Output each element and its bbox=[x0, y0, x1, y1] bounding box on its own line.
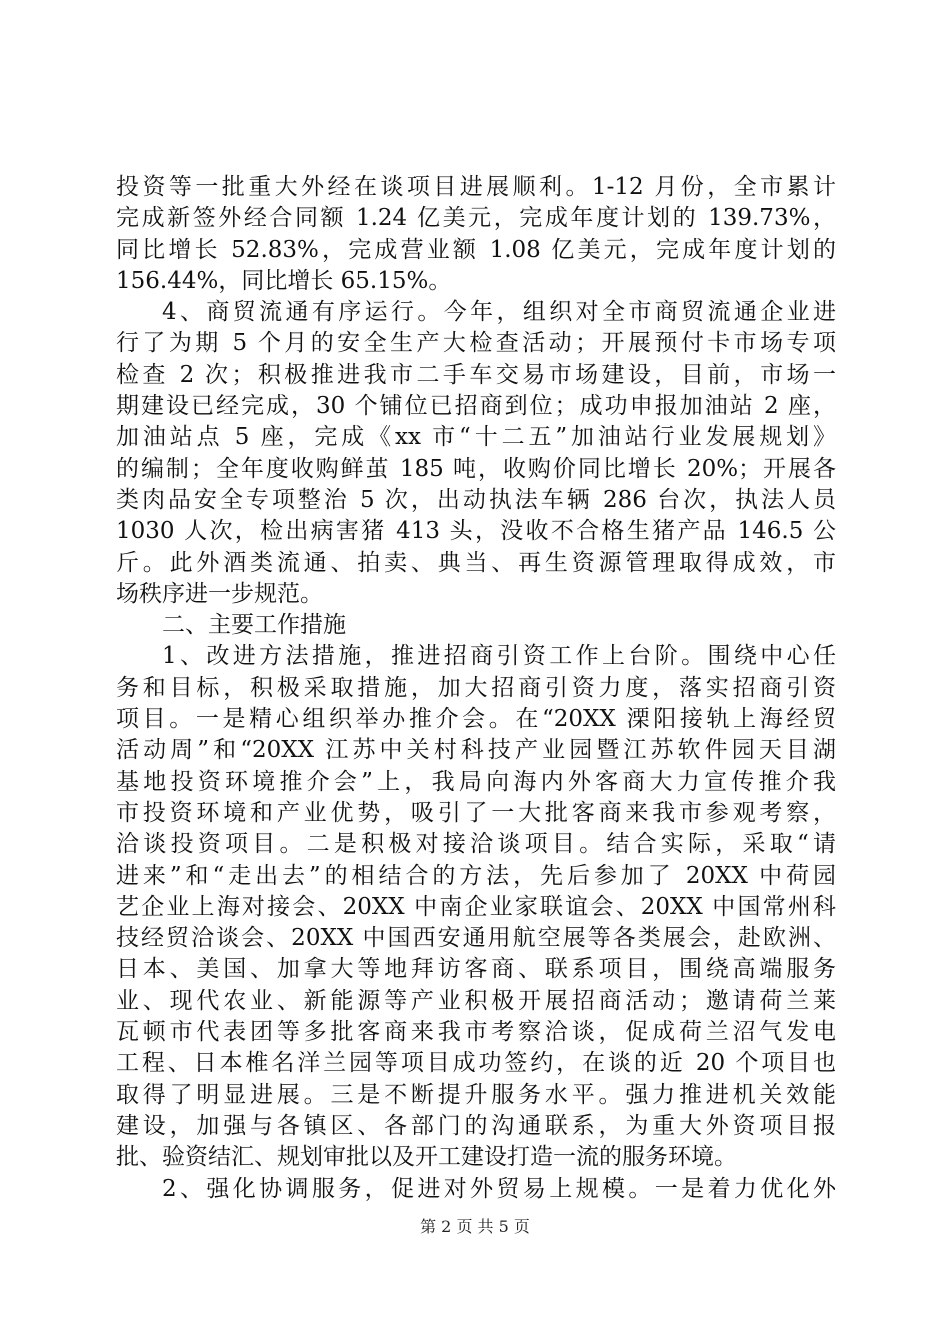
text-line: 活动周”和“20XX 江苏中关村科技产业园暨江苏软件园天目湖 bbox=[116, 737, 836, 764]
text-line: 完成新签外经合同额 1.24 亿美元，完成年度计划的 139.73%， bbox=[116, 205, 836, 232]
text-line: 加油站点 5 座，完成《xx 市“十二五”加油站行业发展规划》 bbox=[116, 424, 836, 451]
text-line: 2、强化协调服务，促进对外贸易上规模。一是着力优化外 bbox=[162, 1175, 836, 1202]
text-line: 基地投资环境推介会”上，我局向海内外客商大力宣传推介我 bbox=[116, 768, 836, 795]
text-line: 场秩序进一步规范。 bbox=[116, 580, 323, 607]
text-line: 行了为期 5 个月的安全生产大检查活动；开展预付卡市场专项 bbox=[116, 330, 836, 357]
page-footer: 第 2 页 共 5 页 bbox=[420, 1217, 530, 1236]
text-line: 建设，加强与各镇区、各部门的沟通联系，为重大外资项目报 bbox=[116, 1112, 836, 1139]
text-line: 洽谈投资项目。二是积极对接洽谈项目。结合实际，采取“请 bbox=[116, 831, 836, 858]
text-line: 技经贸洽谈会、20XX 中国西安通用航空展等各类展会，赴欧洲、 bbox=[116, 925, 836, 952]
text-line: 4、商贸流通有序运行。今年，组织对全市商贸流通企业进 bbox=[162, 299, 836, 326]
text-line: 批、验资结汇、规划审批以及开工建设打造一流的服务环境。 bbox=[116, 1144, 737, 1171]
text-line: 1030 人次，检出病害猪 413 头，没收不合格生猪产品 146.5 公 bbox=[116, 518, 836, 545]
text-line: 期建设已经完成，30 个铺位已招商到位；成功申报加油站 2 座， bbox=[116, 393, 836, 420]
document-body bbox=[116, 172, 836, 1205]
text-line: 项目。一是精心组织举办推介会。在“20XX 溧阳接轨上海经贸 bbox=[116, 706, 836, 733]
text-line: 日本、美国、加拿大等地拜访客商、联系项目，围绕高端服务 bbox=[116, 956, 836, 983]
text-line: 1、改进方法措施，推进招商引资工作上台阶。围绕中心任 bbox=[162, 643, 836, 670]
text-line: 二、主要工作措施 bbox=[162, 612, 346, 639]
text-line: 务和目标，积极采取措施，加大招商引资力度，落实招商引资 bbox=[116, 674, 836, 701]
text-line: 市投资环境和产业优势，吸引了一大批客商来我市参观考察， bbox=[116, 799, 836, 826]
text-line: 工程、日本椎名洋兰园等项目成功签约，在谈的近 20 个项目也 bbox=[116, 1050, 836, 1077]
text-line: 斤。此外酒类流通、拍卖、典当、再生资源管理取得成效，市 bbox=[116, 549, 836, 576]
text-line: 类肉品安全专项整治 5 次，出动执法车辆 286 台次，执法人员 bbox=[116, 486, 836, 513]
text-line: 投资等一批重大外经在谈项目进展顺利。1-12 月份，全市累计 bbox=[116, 174, 836, 200]
text-line: 瓦顿市代表团等多批客商来我市考察洽谈，促成荷兰沼气发电 bbox=[116, 1019, 836, 1046]
text-line: 检查 2 次；积极推进我市二手车交易市场建设，目前，市场一 bbox=[116, 361, 836, 388]
text-line: 的编制；全年度收购鲜茧 185 吨，收购价同比增长 20%；开展各 bbox=[116, 455, 836, 482]
text-line: 取得了明显进展。三是不断提升服务水平。强力推进机关效能 bbox=[116, 1081, 836, 1108]
text-line: 业、现代农业、新能源等产业积极开展招商活动；邀请荷兰莱 bbox=[116, 987, 836, 1014]
text-line: 进来”和“走出去”的相结合的方法，先后参加了 20XX 中荷园 bbox=[116, 862, 836, 889]
text-line: 同比增长 52.83%，完成营业额 1.08 亿美元，完成年度计划的 bbox=[116, 236, 836, 263]
text-line: 156.44%，同比增长 65.15%。 bbox=[116, 267, 452, 294]
text-line: 艺企业上海对接会、20XX 中南企业家联谊会、20XX 中国常州科 bbox=[116, 893, 836, 920]
